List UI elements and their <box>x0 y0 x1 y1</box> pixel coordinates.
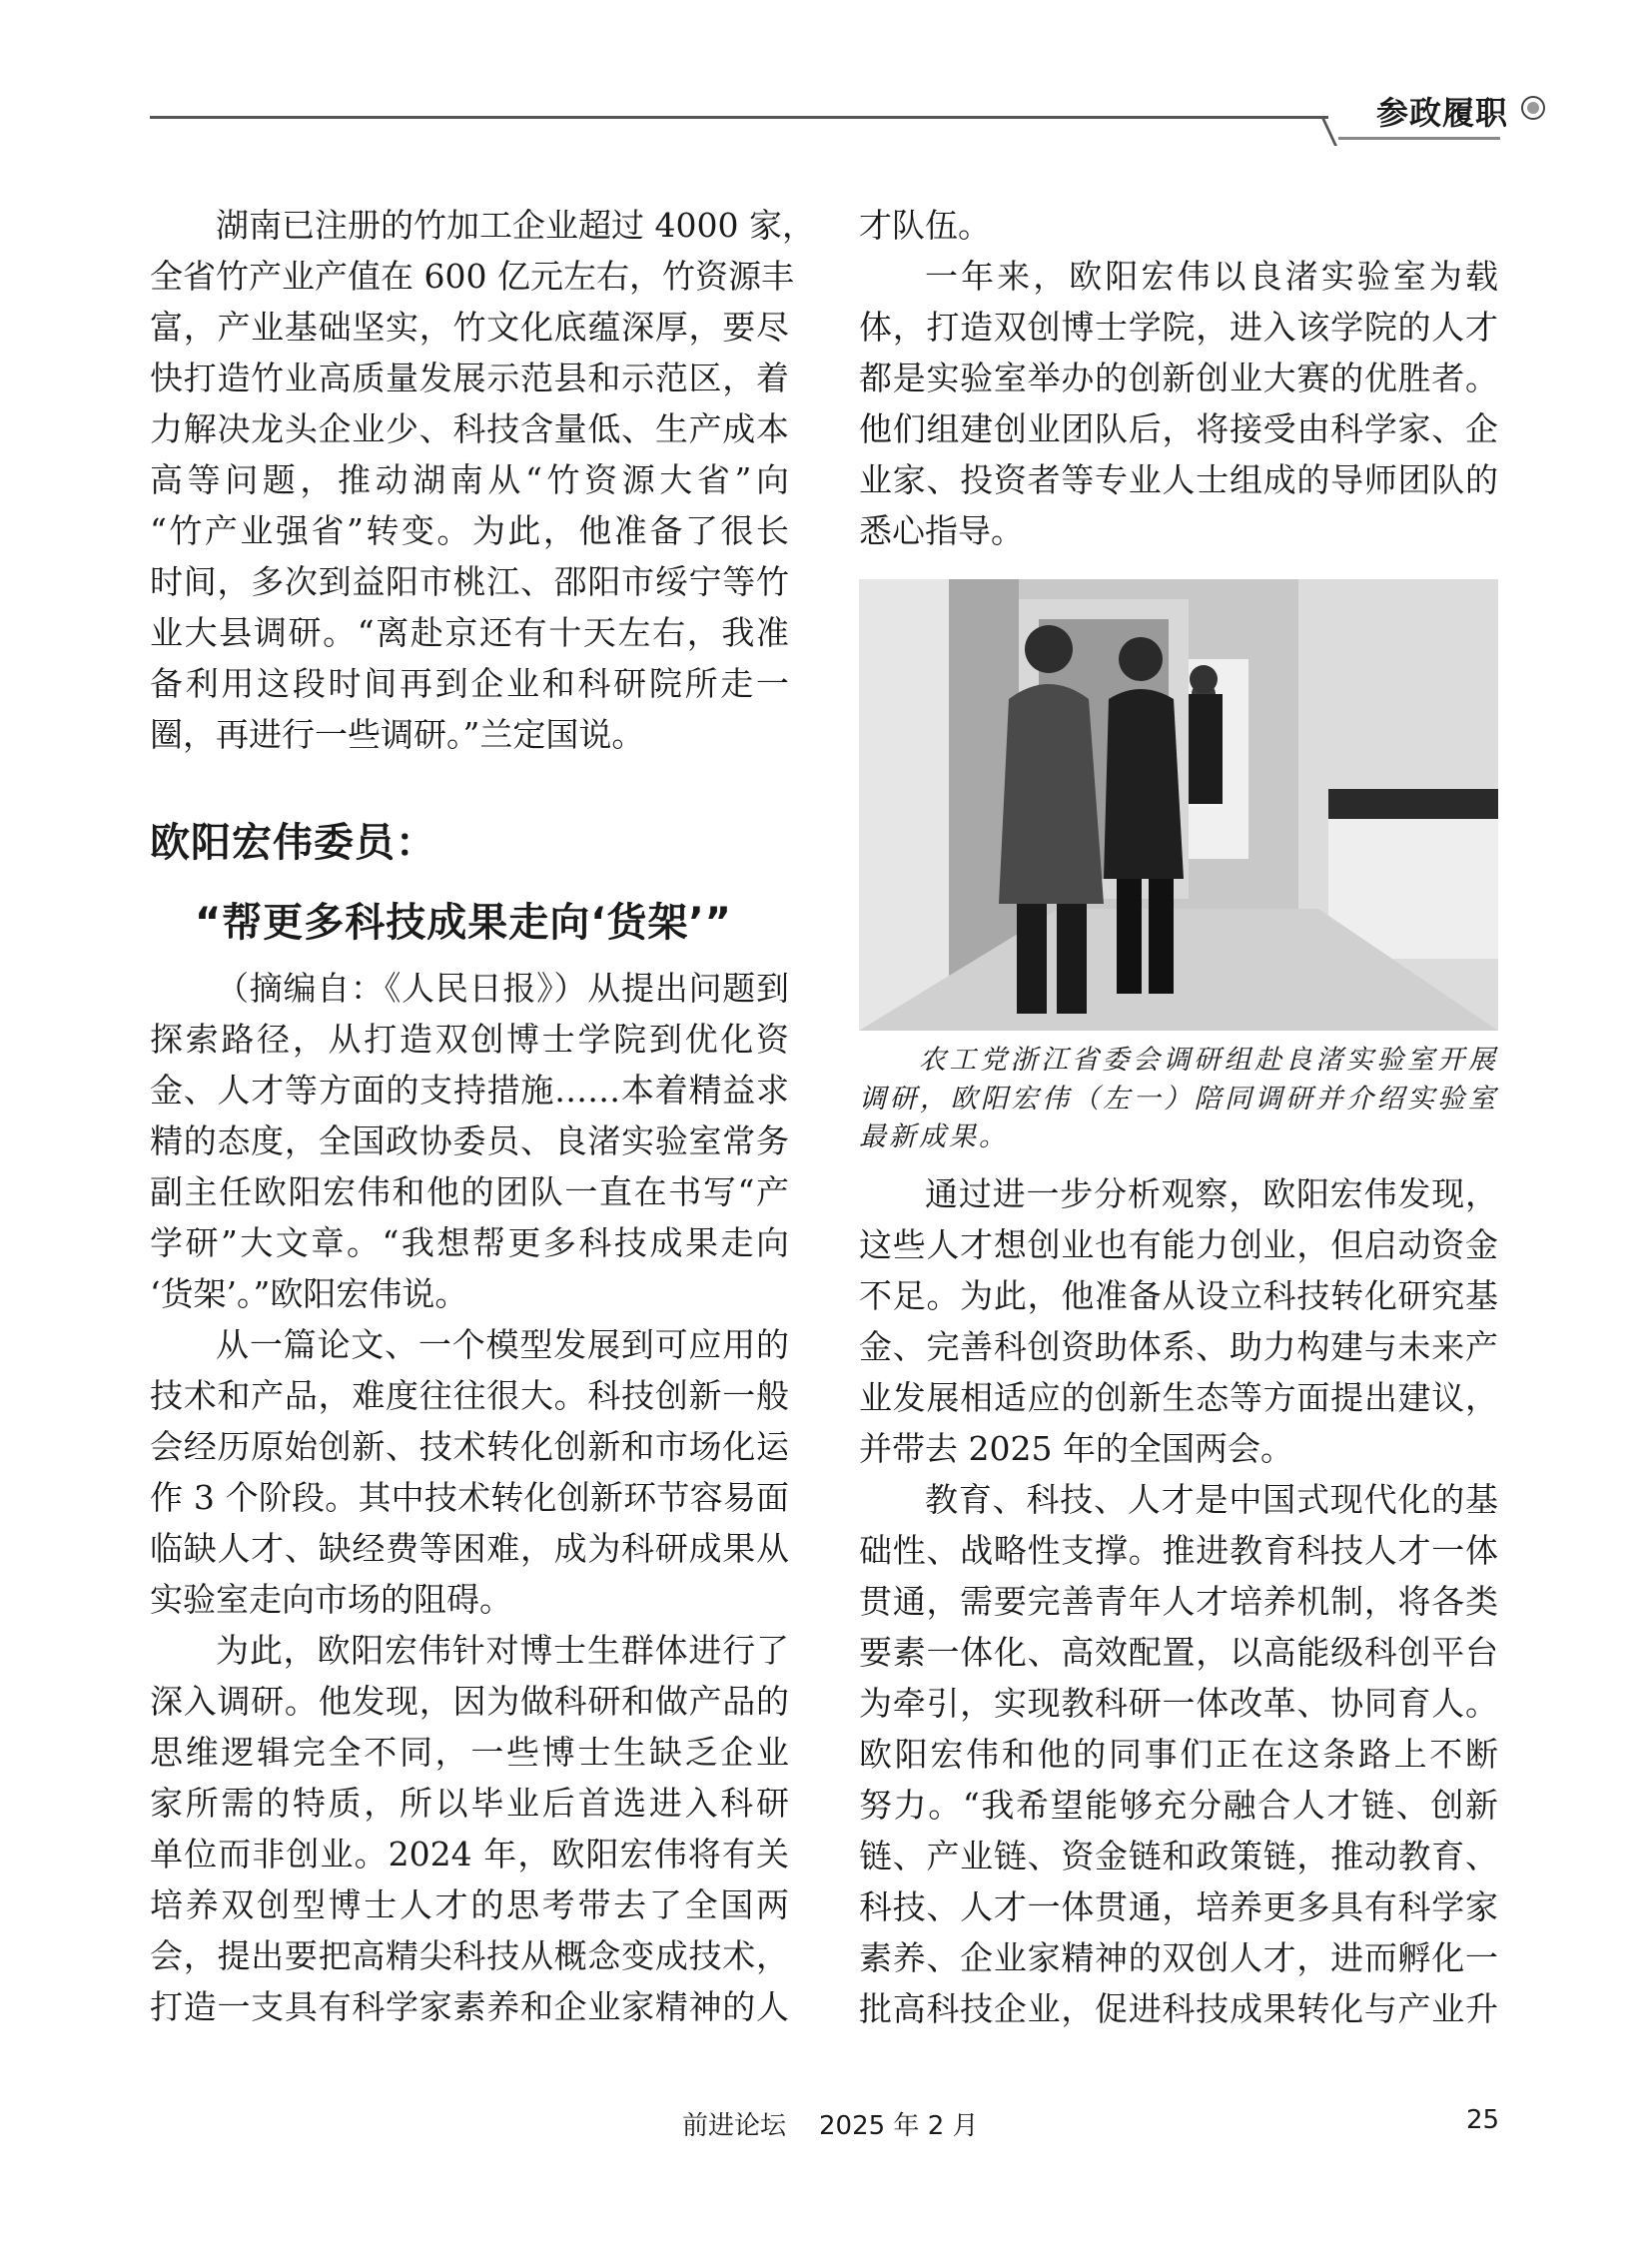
text-line: 一年来，欧阳宏伟以良渚实验室为载 <box>925 257 1498 296</box>
photo-caption <box>859 1042 1498 1157</box>
text-line: 单位而非创业。2024 年，欧阳宏伟将有关 <box>150 1835 789 1873</box>
text-line: 科技、人才一体贯通，培养更多具有科学家 <box>859 1887 1498 1926</box>
text-line: 从一篇论文、一个模型发展到可应用的 <box>216 1325 789 1364</box>
text-line: 探索路径，从打造双创博士学院到优化资 <box>150 1020 789 1059</box>
text-line: 圈，再进行一些调研。”兰定国说。 <box>150 715 645 754</box>
left-column-article-text <box>150 963 789 2032</box>
text-line: 业大县调研。“离赴京还有十天左右，我准 <box>150 613 789 652</box>
text-line: 欧阳宏伟和他的同事们正在这条路上不断 <box>859 1735 1498 1774</box>
text-line: 家所需的特质，所以毕业后首选进入科研 <box>150 1784 789 1823</box>
text-line: 业发展相适应的创新生态等方面提出建议， <box>859 1378 1498 1417</box>
footer-issue-date: 2025 年 2 月 <box>819 2111 979 2141</box>
text-line: 通过进一步分析观察，欧阳宏伟发现， <box>925 1174 1498 1213</box>
section-label: 参政履职 <box>1376 94 1509 132</box>
text-line: 最新成果。 <box>859 1121 1009 1152</box>
text-line: 会经历原始创新、技术转化创新和市场化运 <box>150 1427 789 1466</box>
right-column-bottom-text <box>859 1168 1498 2034</box>
text-line: 富，产业基础坚实，竹文化底蕴深厚，要尽 <box>150 308 789 347</box>
text-line: 为牵引，实现教科研一体改革、协同育人。 <box>859 1684 1498 1723</box>
text-line: 打造一支具有科学家素养和企业家精神的人 <box>150 1987 789 2026</box>
lab-visit-photo <box>859 579 1498 1031</box>
left-column-top-text <box>150 200 815 760</box>
page-number: 25 <box>1466 2105 1500 2135</box>
text-line: 实验室走向市场的阻碍。 <box>150 1580 512 1619</box>
text-line: 贯通，需要完善青年人才培养机制，将各类 <box>859 1582 1498 1621</box>
text-line: 批高科技企业，促进科技成果转化与产业升 <box>859 1989 1498 2028</box>
text-line: 他们组建创业团队后，将接受由科学家、企 <box>859 409 1498 448</box>
text-line: ‘货架’。”欧阳宏伟说。 <box>150 1274 468 1313</box>
text-line: 不足。为此，他准备从设立科技转化研究基 <box>859 1276 1498 1315</box>
right-column-top-text <box>859 200 1498 556</box>
text-line: 金、人才等方面的支持措施……本着精益求 <box>150 1071 789 1110</box>
section-bullet-icon <box>1521 96 1545 120</box>
text-line: 体，打造双创博士学院，进入该学院的人才 <box>859 308 1498 347</box>
text-line: 这些人才想创业也有能力创业，但启动资金 <box>859 1225 1498 1264</box>
text-line: 并带去 2025 年的全国两会。 <box>859 1429 1293 1468</box>
text-line: 高等问题，推动湖南从“竹资源大省”向 <box>150 460 789 499</box>
text-line: 时间，多次到益阳市桃江、邵阳市绥宁等竹 <box>150 562 789 601</box>
text-line: 础性、战略性支撑。推进教育科技人才一体 <box>859 1531 1498 1570</box>
text-line: 会，提出要把高精尖科技从概念变成技术， <box>150 1936 789 1975</box>
text-line: 为此，欧阳宏伟针对博士生群体进行了 <box>216 1631 789 1670</box>
text-line: 链、产业链、资金链和政策链，推动教育、 <box>859 1837 1498 1875</box>
text-line: 全省竹产业产值在 600 亿元左右，竹资源丰 <box>150 257 794 296</box>
text-line: 都是实验室举办的创新创业大赛的优胜者。 <box>859 359 1498 397</box>
text-line: 才队伍。 <box>859 206 991 245</box>
text-line: 技术和产品，难度往往很大。科技创新一般 <box>150 1376 789 1415</box>
text-line: 素养、企业家精神的双创人才，进而孵化一 <box>859 1938 1498 1977</box>
text-line: 作 3 个阶段。其中技术转化创新环节容易面 <box>150 1478 789 1517</box>
article-title-line2: “帮更多科技成果走向‘货架’” <box>195 900 732 946</box>
text-line: 思维逻辑完全不同，一些博士生缺乏企业 <box>150 1733 789 1772</box>
footer-magazine-name: 前进论坛 <box>682 2111 787 2141</box>
text-line: 教育、科技、人才是中国式现代化的基 <box>925 1480 1498 1519</box>
text-line: 努力。“我希望能够充分融合人才链、创新 <box>859 1786 1498 1825</box>
text-line: 快打造竹业高质量发展示范县和示范区，着 <box>150 359 789 397</box>
text-line: 临缺人才、缺经费等困难，成为科研成果从 <box>150 1529 789 1568</box>
text-line: 湖南已注册的竹加工企业超过 4000 家， <box>216 206 815 245</box>
header-rule <box>150 116 1328 119</box>
text-line: 备利用这段时间再到企业和科研院所走一 <box>150 664 789 703</box>
text-line: 学研”大文章。“我想帮更多科技成果走向 <box>150 1223 789 1262</box>
text-line: 培养双创型博士人才的思考带去了全国两 <box>150 1885 789 1924</box>
text-line: 农工党浙江省委会调研组赴良渚实验室开展 <box>919 1045 1498 1076</box>
text-line: “竹产业强省”转变。为此，他准备了很长 <box>150 511 789 550</box>
text-line: 精的态度，全国政协委员、良渚实验室常务 <box>150 1121 789 1160</box>
header-rule-slant <box>1320 116 1337 146</box>
article-title-line1: 欧阳宏伟委员： <box>150 820 436 866</box>
text-line: 副主任欧阳宏伟和他的团队一直在书写“产 <box>150 1172 789 1211</box>
text-line: 悉心指导。 <box>859 511 1024 550</box>
text-line: 要素一体化、高效配置，以高能级科创平台 <box>859 1633 1498 1672</box>
header-rule-tail <box>1338 137 1500 140</box>
article-photo <box>859 579 1498 1031</box>
text-line: 金、完善科创资助体系、助力构建与未来产 <box>859 1327 1498 1366</box>
text-line: （摘编自：《人民日报》）从提出问题到 <box>216 969 789 1008</box>
text-line: 深入调研。他发现，因为做科研和做产品的 <box>150 1682 789 1721</box>
text-line: 业家、投资者等专业人士组成的导师团队的 <box>859 460 1498 499</box>
text-line: 力解决龙头企业少、科技含量低、生产成本 <box>150 409 789 448</box>
text-line: 调研，欧阳宏伟（左一）陪同调研并介绍实验室 <box>859 1083 1498 1115</box>
